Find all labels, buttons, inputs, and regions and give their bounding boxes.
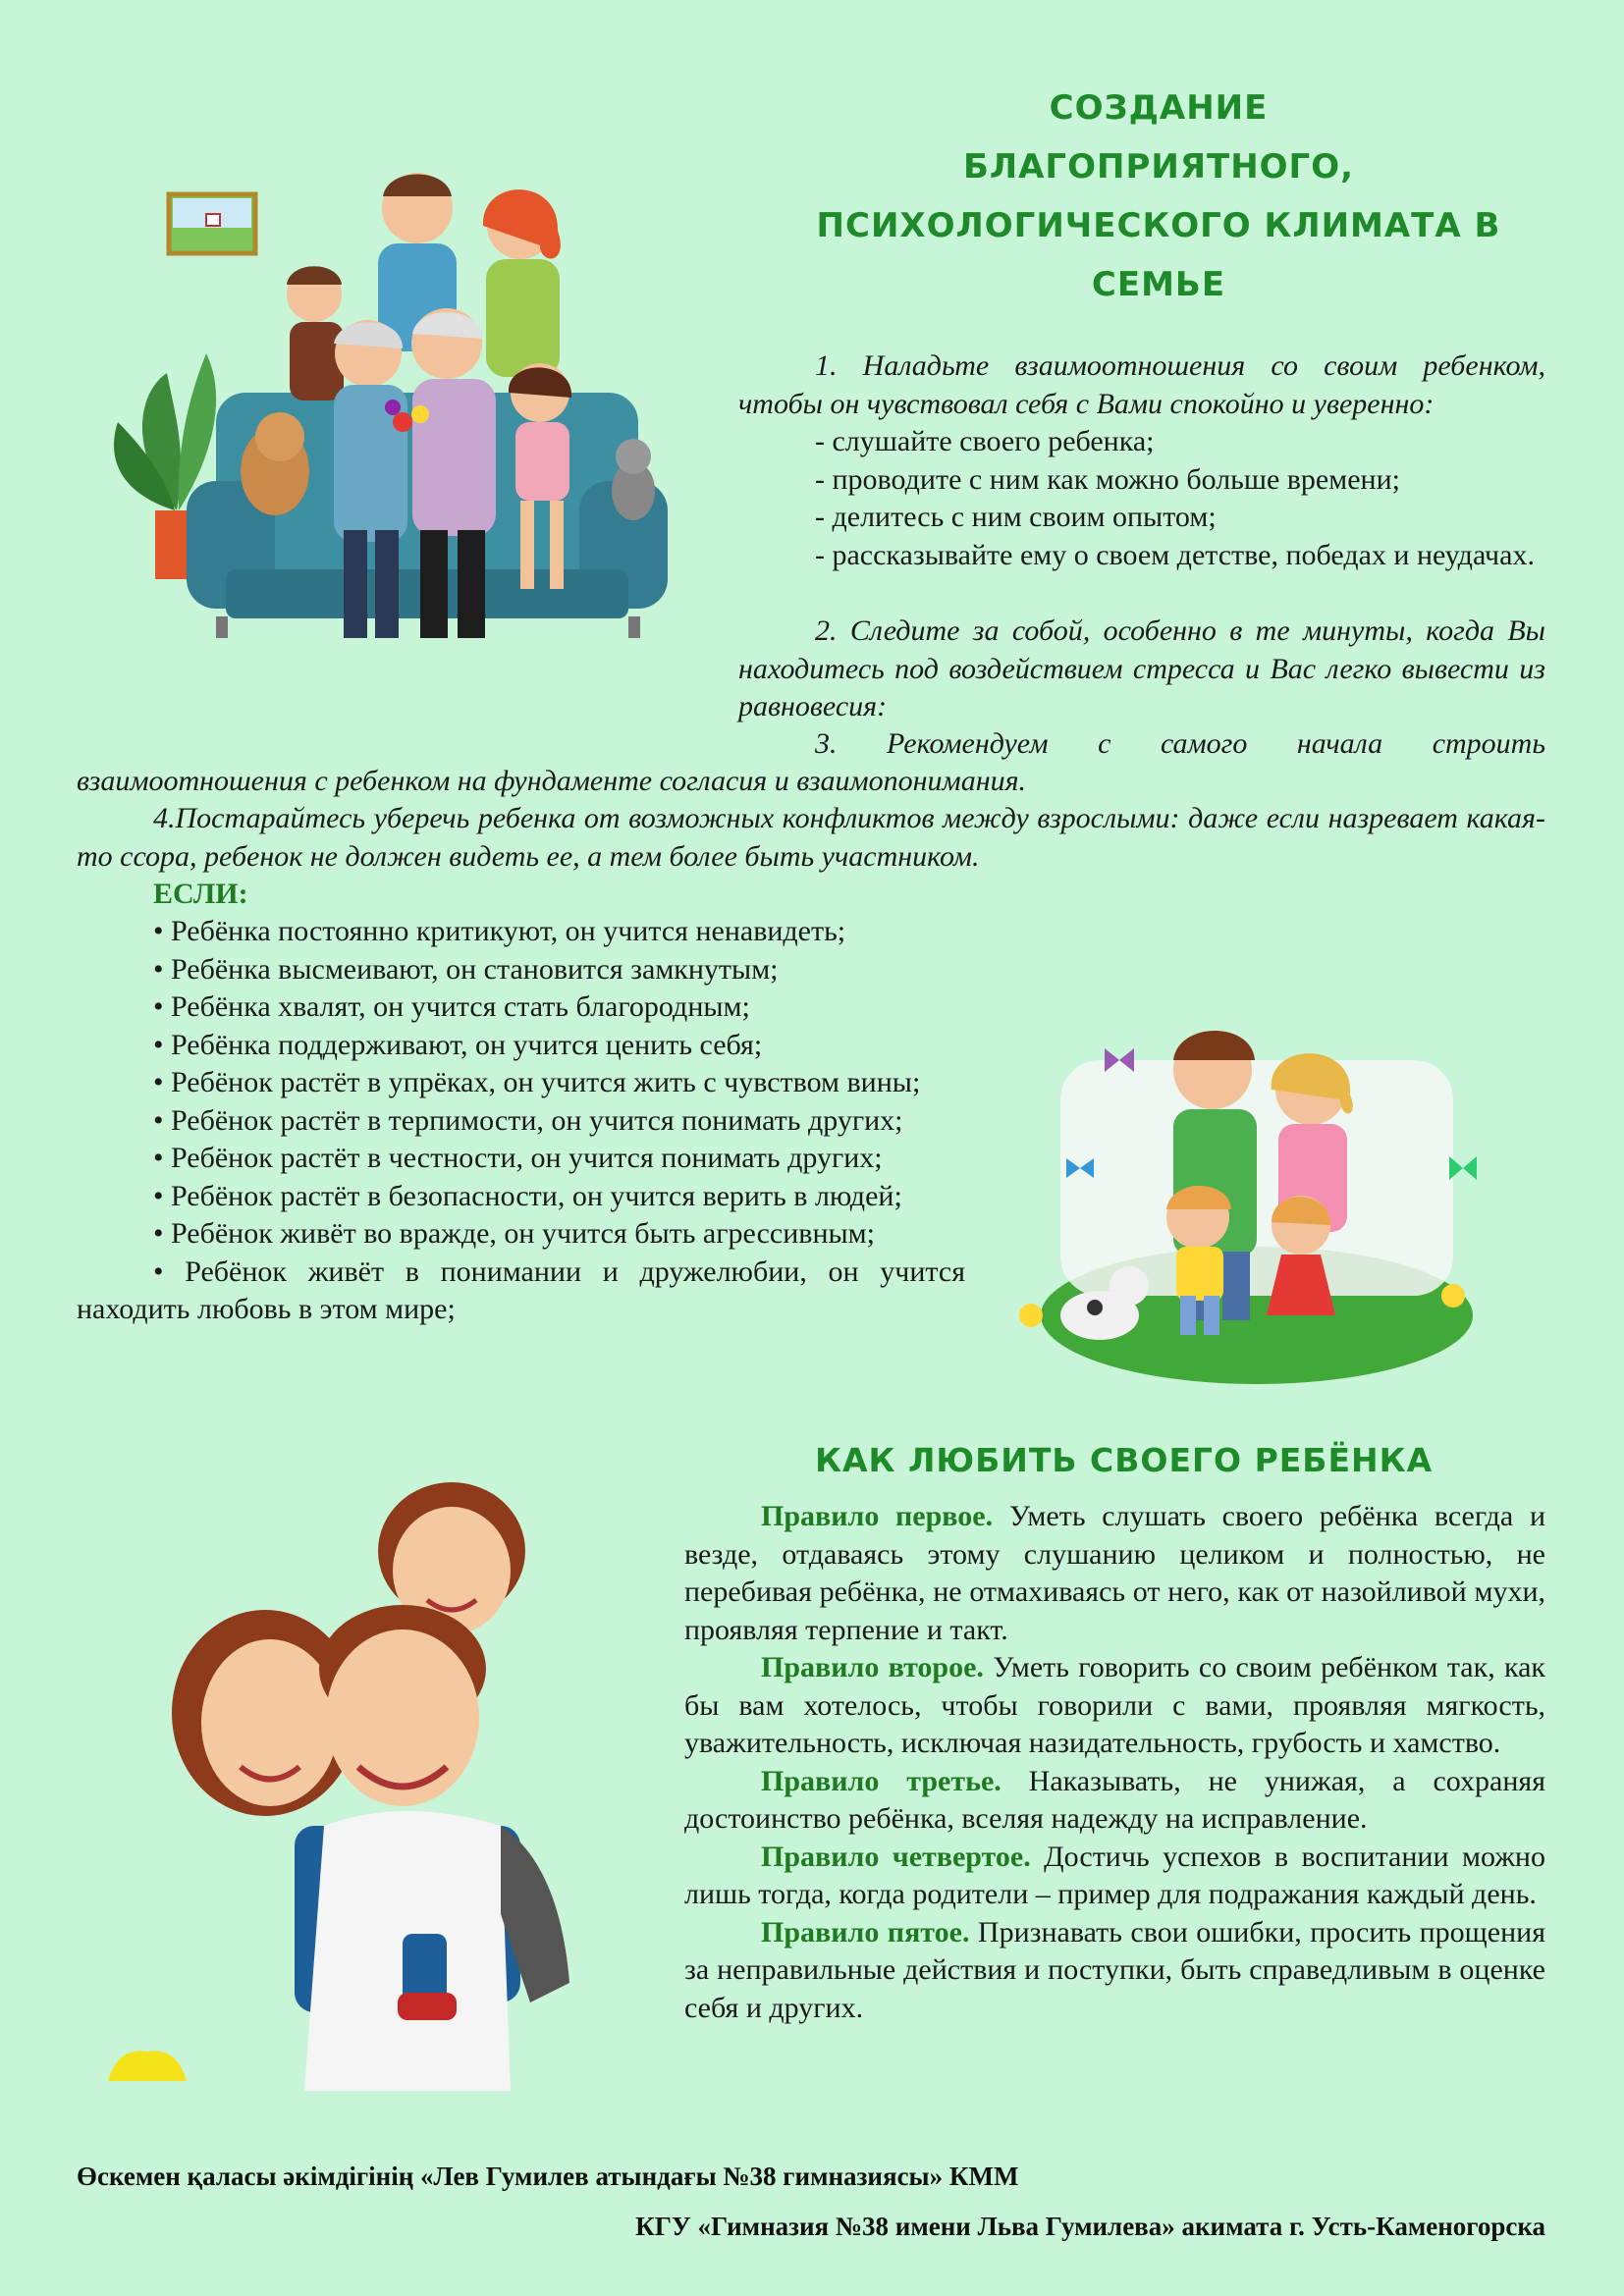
intro-bullet-1: - слушайте своего ребенка; [815,425,1155,457]
rule-2 [684,1649,1545,1763]
intro-paragraph-3-end: взаимоотношения с ребенком на фундаменте согласия и взаимопонимания. [77,765,1027,797]
title-line-4: СЕМЬЕ [1091,265,1226,304]
rule-2-label: Правило второе. [761,1651,984,1683]
rule-3 [684,1763,1545,1839]
rule-3-text: Наказывать, не унижая, а сохраняя достоинство ребёнка, вселяя надежду на исправление. [684,1764,1545,1835]
page-title [805,79,1512,314]
rule-2-text: Уметь говорить со своим ребёнком так, как бы вам хотелось, чтобы говорили с вами, проявляя мягкость, уважительность, исключая назидательность, грубость и хамство. [684,1651,1545,1759]
esli-item-2: • Ребёнка высмеивают, он становится замкнутым; [153,952,779,986]
title-line-2: БЛАГОПРИЯТНОГО, [962,147,1355,187]
family-sofa-illustration [108,157,668,658]
family-meadow-illustration [1001,1001,1492,1394]
intro-bullet-2: - проводите с ним как можно больше времени; [815,462,1400,496]
rule-4 [684,1839,1545,1914]
rule-4-label: Правило четвертое. [761,1840,1031,1873]
title-line-1: СОЗДАНИЕ [1049,88,1269,128]
love-heading: КАК ЛЮБИТЬ СВОЕГО РЕБЁНКА [815,1441,1434,1479]
esli-item-4: • Ребёнка поддерживают, он учится ценить себя; [153,1028,763,1061]
esli-label: ЕСЛИ: [153,878,248,910]
parents-child-illustration [108,1472,599,2091]
esli-item-3: • Ребёнка хвалят, он учится стать благородным; [153,990,750,1023]
esli-item-1: • Ребёнка постоянно критикуют, он учится ненавидеть; [153,915,846,947]
footer-ru: КГУ «Гимназия №38 имени Льва Гумилева» акимата г. Усть-Каменогорска [635,2212,1545,2241]
rule-3-label: Правило третье. [761,1764,1001,1797]
intro-paragraph-2: 2. Следите за собой, особенно в те минуты, когда Вы находитесь под воздействием стресса и Вас легко вывести из равновесия: [738,614,1545,722]
rules-list [684,1498,1545,2027]
rule-4-text: Достичь успехов в воспитании можно лишь тогда, когда родители – пример для подражания каждый день. [684,1840,1545,1910]
intro-bullet-4: - рассказывайте ему о своем детстве, победах и неудачах. [815,538,1535,571]
intro-paragraph-1: 1. Наладьте взаимоотношения со своим ребенком, чтобы он чувствовал себя с Вами спокойно и уверенно: [738,349,1545,420]
rule-5-text: Признавать свои ошибки, просить прощения за неправильные действия и поступки, быть справедливым в оценке себя и других. [684,1915,1545,2024]
intro-bullet-list [738,423,1545,574]
esli-item-5: • Ребёнок растёт в упрёках, он учится жить с чувством вины; [153,1066,921,1098]
rule-1-label: Правило первое. [761,1500,994,1532]
esli-item-10: • Ребёнок живёт в понимании и дружелюбии, он учится находить любовь в этом мире; [77,1255,965,1325]
intro-bullet-3: - делитесь с ним своим опытом; [815,501,1217,533]
rule-5-label: Правило пятое. [761,1915,970,1949]
intro-paragraph-4: 4.Постарайтесь уберечь ребенка от возможных конфликтов между взрослыми: даже если назревает какая-то ссора, ребенок не должен видеть ее, а тем более быть участником. [77,802,1545,873]
esli-item-9: • Ребёнок живёт во вражде, он учится быть агрессивным; [153,1217,875,1250]
rule-5 [684,1914,1545,2028]
esli-item-7: • Ребёнок растёт в честности, он учится понимать других; [153,1142,883,1174]
rule-1-text: Уметь слушать своего ребёнка всегда и везде, отдаваясь этому слушанию целиком и полностью, не перебивая ребёнка, не отмахиваясь от него, как от назойливой мухи, проявляя терпение и такт. [684,1500,1545,1646]
footer-kz: Өскемен қаласы әкімдігінің «Лев Гумилев атындағы №38 гимназиясы» КММ [77,2162,1019,2191]
rule-1 [684,1498,1545,1649]
esli-item-6: • Ребёнок растёт в терпимости, он учится понимать других; [153,1103,903,1137]
esli-list [77,913,965,1329]
esli-item-8: • Ребёнок растёт в безопасности, он учится верить в людей; [153,1179,902,1212]
intro-paragraph-3-start: 3. Рекомендуем с самого начала строить [815,727,1545,760]
title-line-3: ПСИХОЛОГИЧЕСКОГО КЛИМАТА В [816,206,1501,245]
